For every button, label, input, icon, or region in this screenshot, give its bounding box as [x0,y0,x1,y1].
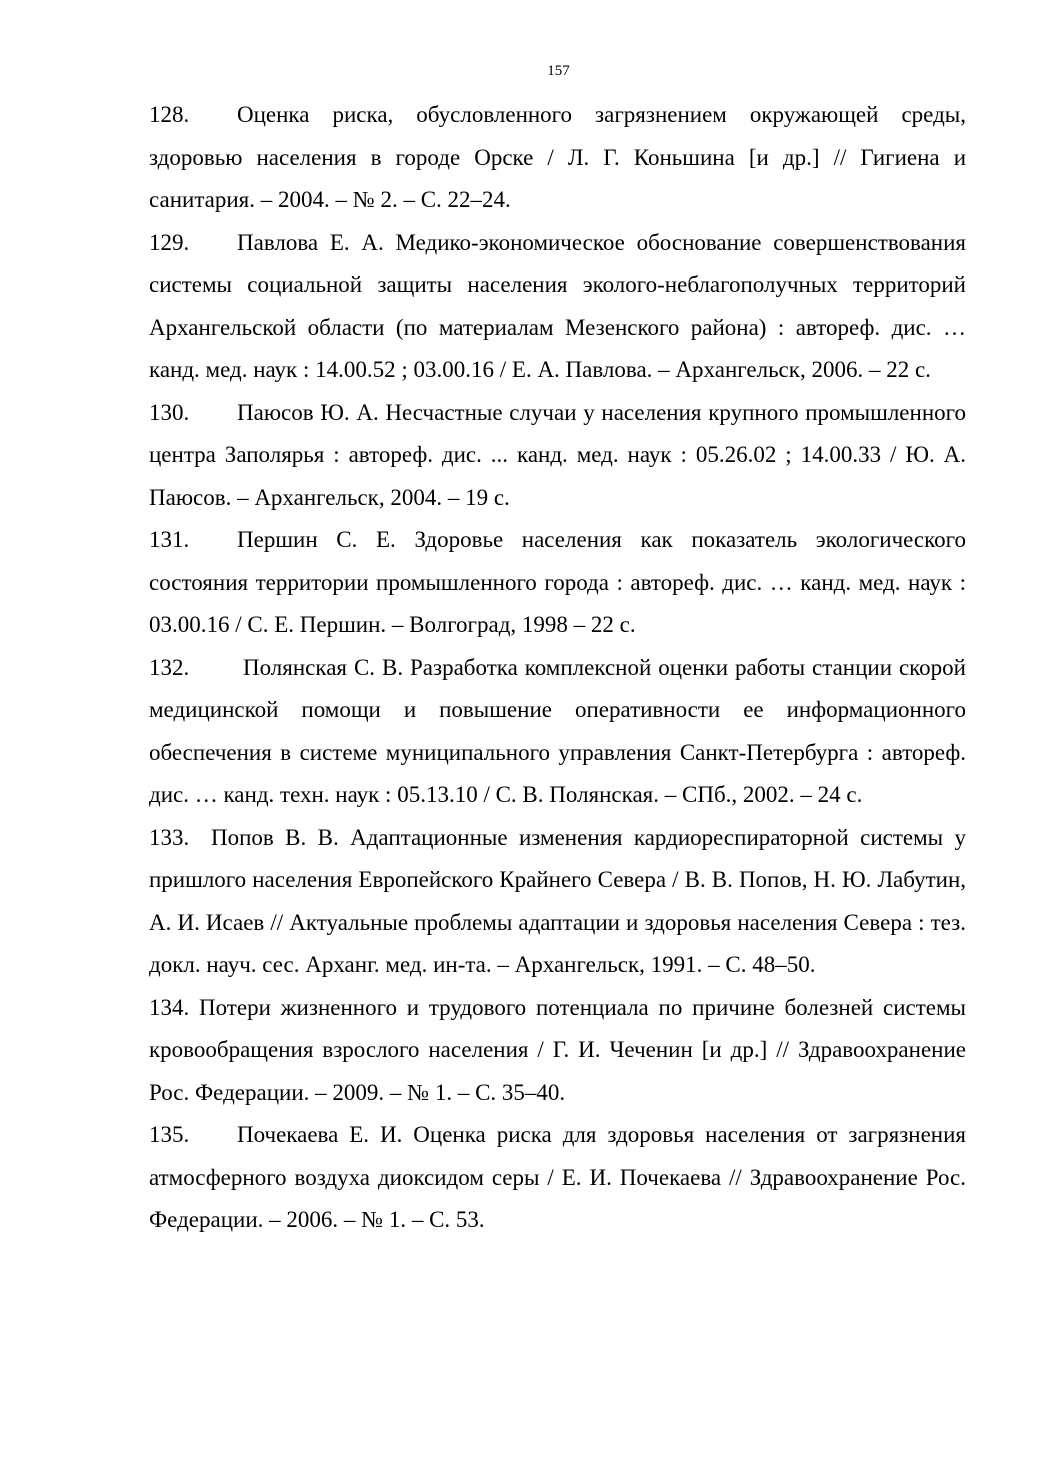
reference-item [149,94,966,222]
reference-text: Оценка риска, обусловленного загрязнением окружающей среды, здоровью населения в городе Орске / Л. Г. Коньшина [и др.] // Гигиена и санитария. – 2004. – № 2. – С. 22–24. [149,102,966,212]
reference-item [149,1114,966,1242]
reference-item [149,817,966,987]
reference-number: 128. [149,102,190,127]
reference-item [149,392,966,520]
reference-number: 130. [149,399,190,425]
reference-item [149,222,966,392]
reference-number: 132. [149,654,190,680]
reference-text: Павлова Е. А. Медико-экономическое обоснование совершенствования системы социальной защиты населения эколого-неблагополучных территорий Архангельской области (по материалам Мезенского района) : автореф. дис. … канд. мед. наук : 14.00.52 ; 03.00.16 / Е. А. Павлова. – Архангельск, 2006. – 22 с. [149,229,966,382]
reference-number: 133. [149,824,190,850]
reference-text: Почекаева Е. И. Оценка риска для здоровья населения от загрязнения атмосферного воздуха диоксидом серы / Е. И. Почекаева // Здравоохранение Рос. Федерации. – 2006. – № 1. – С. 53. [149,1122,966,1232]
reference-text: Першин С. Е. Здоровье населения как показатель экологического состояния территории промышленного города : автореф. дис. … канд. мед. наук : 03.00.16 / С. Е. Першин. – Волгоград, 1998 – 22 с. [149,527,966,637]
reference-list [149,94,966,1242]
reference-text: Потери жизненного и трудового потенциала по причине болезней системы кровообращения взрослого населения / Г. И. Чеченин [и др.] // Здравоохранение Рос. Федерации. – 2009. – № 1. – С. 35–40. [149,994,966,1105]
reference-text: Полянская С. В. Разработка комплексной оценки работы станции скорой медицинской помощи и повышение оперативности ее информационного обеспечения в системе муниципального управления Санкт-Петербурга : автореф. дис. … канд. техн. наук : 05.13.10 / С. В. Полянская. – СПб., 2002. – 24 с. [149,654,966,807]
reference-number: 131. [149,527,190,552]
reference-number: 134. [149,994,190,1020]
reference-number: 129. [149,229,190,255]
page-number: 157 [547,63,570,79]
reference-text: Попов В. В. Адаптационные изменения кардиореспираторной системы у пришлого населения Европейского Крайнего Севера / В. В. Попов, Н. Ю. Лабутин, А. И. Исаев // Актуальные проблемы адаптации и здоровья населения Севера : тез. докл. науч. сес. Арханг. мед. ин-та. – Архангельск, 1991. – С. 48–50. [149,824,966,977]
reference-number: 135. [149,1122,190,1147]
reference-item [149,647,966,817]
reference-text: Паюсов Ю. А. Несчастные случаи у населения крупного промышленного центра Заполярья : автореф. дис. ... канд. мед. наук : 05.26.02 ; 14.00.33 / Ю. А. Паюсов. – Архангельск, 2004. – 19 с. [149,399,966,510]
reference-item [149,519,966,647]
reference-item [149,987,966,1115]
